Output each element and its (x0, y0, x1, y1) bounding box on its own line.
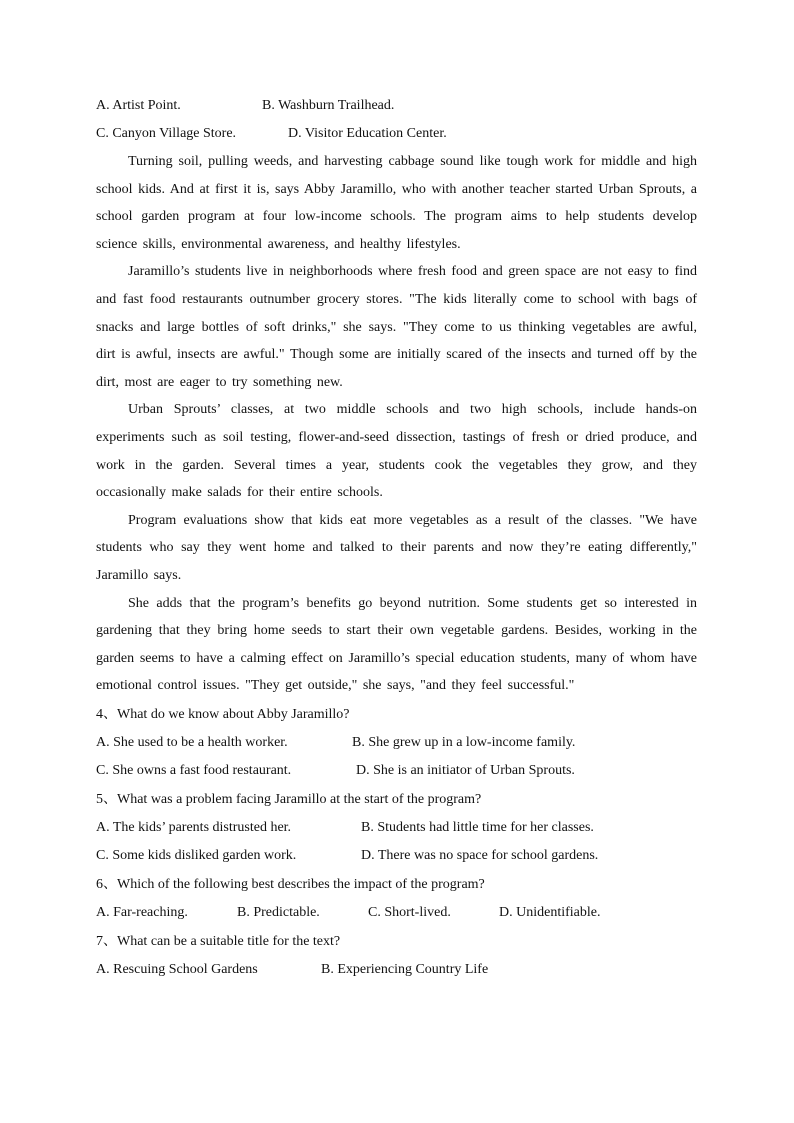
q3-option-c: C. Canyon Village Store. (96, 126, 237, 141)
q6-option-b: B. Predictable. (237, 904, 320, 920)
exam-page (96, 92, 697, 984)
q6-options-row (96, 899, 697, 927)
passage-paragraph-5: She adds that the program’s benefits go beyond nutrition. Some students get so interested in gardening that they bring home seeds to start their own vegetable gardens. Besides, working in the garden seems to have a calming effect on Jaramillo’s special education students, many of whom have emotional control issues. "They get outside," she says, "and they feel successful." (96, 595, 697, 694)
q6-option-d: D. Unidentifiable. (499, 904, 601, 920)
question-5-stem: 5、What was a problem facing Jaramillo at the start of the program? (96, 791, 482, 807)
q4-option-a: A. She used to be a health worker. (96, 734, 288, 750)
passage-paragraph-3: Urban Sprouts’ classes, at two middle schools and two high schools, include hands-on experiments such as soil testing, flower-and-seed dissection, tastings of fresh or dried produce, and work in the garden. Several times a year, students cook the vegetables they grow, and they occasionally make salads for their entire schools. (96, 402, 697, 501)
q5-option-d: D. There was no space for school gardens. (361, 847, 599, 863)
q4-options-row-1 (96, 729, 697, 757)
q4-option-b: B. She grew up in a low-income family. (352, 734, 576, 750)
q5-options-row-2 (96, 842, 697, 870)
question-4-stem: 4、What do we know about Abby Jaramillo? (96, 706, 350, 722)
q5-option-b: B. Students had little time for her classes. (361, 819, 594, 835)
q3-option-d: D. Visitor Education Center. (288, 126, 447, 141)
q5-option-c: C. Some kids disliked garden work. (96, 847, 297, 863)
q4-option-c: C. She owns a fast food restaurant. (96, 762, 292, 778)
q3-option-a: A. Artist Point. (96, 98, 181, 113)
passage-paragraph-2: Jaramillo’s students live in neighborhoods where fresh food and green space are not easy to find and fast food restaurants outnumber grocery stores. "The kids literally come to school with bags of snacks and large bottles of soft drinks," she says. "They come to us thinking vegetables are awful, dirt is awful, insects are awful." Though some are initially scared of the insects and turned off by the dirt, most are eager to try something new. (96, 264, 697, 390)
q4-option-d: D. She is an initiator of Urban Sprouts. (356, 762, 575, 778)
q5-options-row-1 (96, 814, 697, 842)
q4-options-row-2 (96, 757, 697, 785)
q5-option-a: A. The kids’ parents distrusted her. (96, 819, 292, 835)
q6-option-a: A. Far-reaching. (96, 904, 188, 920)
q3-option-b: B. Washburn Trailhead. (262, 98, 395, 113)
q3-options-row-2 (96, 120, 697, 148)
q7-option-a: A. Rescuing School Gardens (96, 961, 258, 977)
passage-paragraph-1: Turning soil, pulling weeds, and harvesting cabbage sound like tough work for middle and high school kids. And at first it is, says Abby Jaramillo, who with another teacher started Urban Sprouts, a school garden program at four low-income schools. The program aims to help students develop science skills, environmental awareness, and healthy lifestyles. (96, 154, 697, 252)
question-7-stem: 7、What can be a suitable title for the text? (96, 933, 341, 949)
q6-option-c: C. Short-lived. (368, 904, 451, 920)
question-6-stem: 6、Which of the following best describes the impact of the program? (96, 876, 485, 892)
passage-paragraph-4: Program evaluations show that kids eat more vegetables as a result of the classes. "We have students who say they went home and talked to their parents and now they’re eating differently," Jaramillo says. (96, 512, 697, 583)
q3-options-row-1 (96, 92, 697, 120)
q7-options-row (96, 956, 697, 984)
q7-option-b: B. Experiencing Country Life (321, 961, 489, 977)
